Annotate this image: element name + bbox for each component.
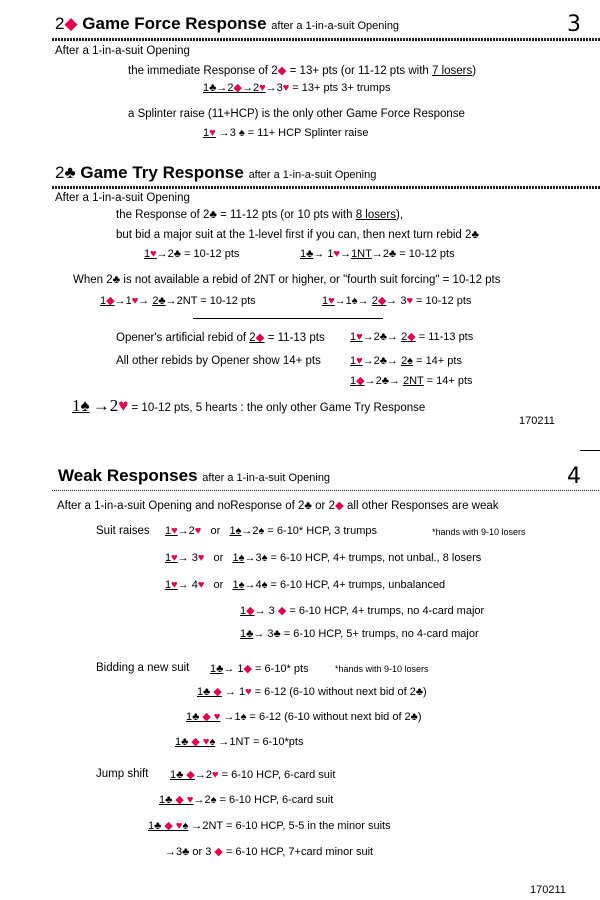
jump-shift-label: Jump shift (96, 768, 149, 780)
section2-title: 2♣ Game Try Response after a 1-in-a-suit Opening (55, 163, 377, 182)
bid-sequence: 1◆→ 3 ◆ = 6-10 HCP, 4+ trumps, no 4-card major (240, 605, 485, 617)
bid-sequence: 1♣→ 1♥→1NT→2♣ = 10-12 pts (300, 248, 455, 260)
divider (52, 490, 600, 491)
date: 170211 (519, 415, 555, 427)
bid-sequence: 1♥→1♠→ 2◆→ 3♥ = 10-12 pts (322, 295, 472, 307)
bid-sequence: 1♥→2♣→ 2♠ = 14+ pts (350, 355, 462, 367)
bid-sequence: 1◆→1♥→ 2♣→2NT = 10-12 pts (100, 295, 256, 307)
splinter-text: a Splinter raise (11+HCP) is the only other Game Force Response (128, 108, 465, 120)
bid-sequence: 1◆→2♣→ 2NT = 14+ pts (350, 375, 473, 387)
line: Opener's artificial rebid of 2◆ = 11-13 pts (116, 332, 325, 344)
title-main: Game Force Response (82, 14, 267, 33)
diamond-icon: ◆ (277, 65, 287, 77)
intro: After a 1-in-a-suit Opening (55, 45, 190, 57)
date: 170211 (530, 884, 566, 896)
divider (52, 38, 600, 41)
edge-mark (580, 450, 600, 451)
bid-sequence: 1♣ ◆ ♥♠ →1NT = 6-10*pts (175, 736, 304, 748)
bid-sequence: 1♣→2◆→2♥→3♥ = 13+ pts 3+ trumps (203, 82, 391, 94)
intro: After a 1-in-a-suit Opening (55, 192, 190, 204)
bid-sequence: 1♣ ◆ → 1♥ = 6-12 (6-10 without next bid of 2♣) (197, 686, 427, 698)
bid-sequence: 1♣ ◆ ♥♠ →2NT = 6-10 HCP, 5-5 in the minor suits (148, 820, 391, 832)
bid-sequence: 1♥→2♣→ 2◆ = 11-13 pts (350, 331, 474, 343)
section3-title: Weak Responses after a 1-in-a-suit Opening (58, 466, 331, 485)
diamond-icon: ◆ (64, 14, 78, 33)
club-icon: ♣ (209, 209, 217, 221)
page-marker: 4 (567, 464, 581, 489)
line: All other rebids by Opener show 14+ pts (116, 355, 321, 367)
bid-sequence: 1♥→2♣ = 10-12 pts (144, 248, 240, 260)
line: but bid a major suit at the 1-level first if you can, then next turn rebid 2♣ (116, 229, 479, 241)
bid-sequence: 1♣→ 1◆ = 6-10* pts (210, 663, 309, 675)
line: When 2♣ is not available a rebid of 2NT or higher, or "fourth suit forcing" = 10-12 pts (73, 274, 501, 286)
bid-sequence: 1♣ ◆ ♥→2♠ = 6-10 HCP, 6-card suit (159, 794, 334, 806)
bid-sequence: 1♥ →3 ♠ = 11+ HCP Splinter raise (203, 127, 369, 139)
new-suit-label: Bidding a new suit (96, 662, 190, 674)
bid-sequence: 1♥→2♥ or 1♠→2♠ = 6-10* HCP, 3 trumps (165, 525, 377, 537)
bid-sequence: 1♣ ◆ ♥ →1♠ = 6-12 (6-10 without next bid of 2♣) (186, 711, 422, 723)
note: *hands with 9-10 losers (335, 664, 429, 674)
bid-sequence: 1♣ ◆→2♥ = 6-10 HCP, 6-card suit (170, 769, 336, 781)
intro: After a 1-in-a-suit Opening and noResponse of 2♣ or 2◆ all other Responses are weak (57, 500, 499, 512)
page-marker: 3 (567, 12, 581, 37)
separator (193, 318, 383, 319)
note: *hands with 9-10 losers (432, 527, 526, 537)
bid-sequence: 1♥→ 3♥ or 1♠→3♠ = 6-10 HCP, 4+ trumps, not unbal., 8 losers (165, 552, 482, 564)
bid-sequence: 1♥→ 4♥ or 1♠→4♠ = 6-10 HCP, 4+ trumps, unbalanced (165, 579, 446, 591)
bid-sequence: →3♣ or 3 ◆ = 6-10 HCP, 7+card minor suit (165, 846, 374, 858)
title-sub: after a 1-in-a-suit Opening (271, 20, 400, 32)
divider (52, 186, 600, 189)
club-icon: ♣ (64, 163, 76, 182)
title-number: 2 (55, 14, 65, 33)
section1-title (55, 14, 399, 34)
line: the Response of 2♣ = 11-12 pts (or 10 pts with 8 losers), (116, 209, 404, 221)
bid-sequence: 1♣→ 3♣ = 6-10 HCP, 5+ trumps, no 4-card major (240, 628, 479, 640)
line: 1♠ →2♥ = 10-12 pts, 5 hearts : the only other Game Try Response (72, 396, 426, 415)
club-icon: ♣ (471, 229, 479, 241)
line: the immediate Response of 2◆ = 13+ pts (or 11-12 pts with 7 losers) (128, 65, 477, 77)
suit-raises-label: Suit raises (96, 525, 150, 537)
